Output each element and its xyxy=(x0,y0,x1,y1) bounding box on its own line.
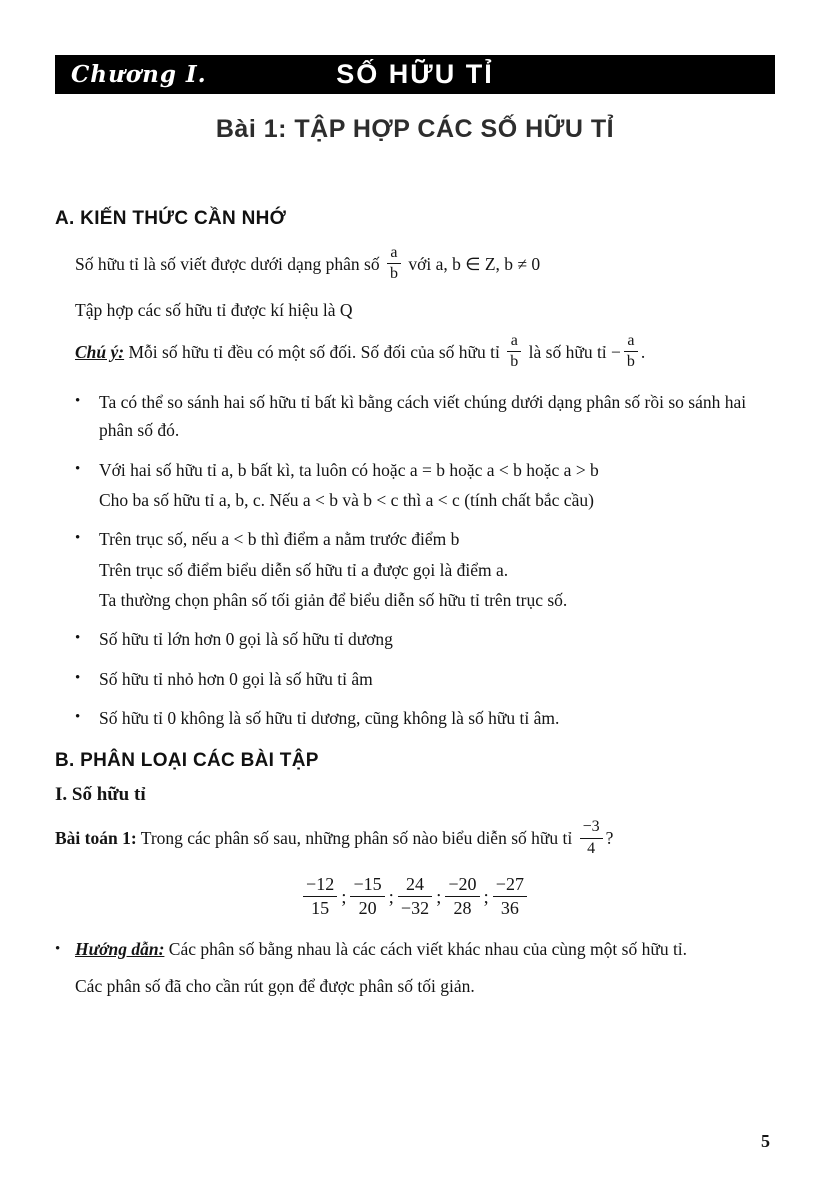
guide-paragraph xyxy=(75,936,775,963)
guide-text: Các phân số bằng nhau là các cách viết khác nhau của cùng một số hữu tỉ. xyxy=(168,939,688,960)
note-text-1: Mỗi số hữu tỉ đều có một số đối. Số đối của số hữu tỉ xyxy=(128,341,500,362)
fraction-item xyxy=(445,874,479,918)
fraction-list xyxy=(55,874,775,918)
bullet-marker: • xyxy=(75,460,81,477)
fraction-denominator: b xyxy=(510,353,519,371)
bullet-marker: • xyxy=(75,392,81,409)
guide-label: Hướng dẫn: xyxy=(75,939,165,960)
note-label: Chú ý: xyxy=(75,341,125,362)
question-mark: ? xyxy=(605,828,614,849)
fraction-numerator: a xyxy=(624,332,638,352)
bullet-line: Số hữu tỉ 0 không là số hữu tỉ dương, cũng không là số hữu tỉ âm. xyxy=(99,707,560,728)
set-notation-paragraph: Tập hợp các số hữu tỉ được kí hiệu là Q xyxy=(75,299,353,320)
bullet-item-compare xyxy=(75,388,771,447)
fraction-numerator: −12 xyxy=(303,874,337,897)
fraction-numerator: a xyxy=(507,332,521,352)
problem-1-label: Bài toán 1: xyxy=(55,828,137,849)
bullet-text xyxy=(99,525,771,616)
bullet-line: Với hai số hữu tỉ a, b bất kì, ta luôn có hoặc a = b hoặc a < b hoặc a > b xyxy=(99,459,599,480)
bullet-line: Số hữu tỉ nhỏ hơn 0 gọi là số hữu tỉ âm xyxy=(99,668,373,689)
bullet-text xyxy=(99,704,771,734)
problem-1 xyxy=(55,820,775,860)
separator: ; xyxy=(388,886,394,908)
bullet-line: Trên trục số điểm biểu diễn số hữu tỉ a được gọi là điểm a. xyxy=(99,559,509,580)
bullet-text xyxy=(99,388,771,447)
fraction-denominator: 36 xyxy=(500,897,519,918)
note-paragraph xyxy=(75,334,771,374)
bullet-marker: • xyxy=(75,708,81,725)
fraction-denominator: 28 xyxy=(453,897,472,918)
bullet-item-order xyxy=(75,456,771,517)
problem-1-text: Trong các phân số sau, những phân số nào biểu diễn số hữu tỉ xyxy=(140,828,573,849)
fraction-neg3-over-4 xyxy=(580,818,603,858)
bullet-marker: • xyxy=(55,941,61,958)
lesson-title: Bài 1: TẬP HỢP CÁC SỐ HỮU TỈ xyxy=(215,115,615,143)
chapter-name: Chương I. xyxy=(71,61,207,88)
fraction-denominator: −32 xyxy=(400,897,430,918)
period: . xyxy=(640,341,646,362)
fraction-denominator: 4 xyxy=(587,839,596,857)
knowledge-bullet-list xyxy=(75,388,771,734)
fraction-denominator: 20 xyxy=(358,897,377,918)
fraction-numerator: −27 xyxy=(493,874,527,897)
bullet-line: Ta thường chọn phân số tối giản để biểu diễn số hữu tỉ trên trục số. xyxy=(99,589,568,610)
fraction-item xyxy=(303,874,337,918)
fraction-numerator: −3 xyxy=(580,818,603,838)
chapter-title: SỐ HỮU TỈ xyxy=(336,59,494,89)
fraction-denominator: 15 xyxy=(311,897,330,918)
fraction-a-over-b xyxy=(507,332,521,372)
bullet-line: Cho ba số hữu tỉ a, b, c. Nếu a < b và b < c thì a < c (tính chất bắc cầu) xyxy=(99,489,594,510)
fraction-numerator: a xyxy=(387,244,401,264)
note-text-2: là số hữu tỉ xyxy=(528,341,607,362)
section-a-heading: A. KIẾN THỨC CẦN NHỚ xyxy=(55,208,287,229)
bullet-item-positive xyxy=(75,625,771,655)
fraction-a-over-b xyxy=(387,244,401,284)
bullet-item-number-line xyxy=(75,525,771,616)
bullet-marker: • xyxy=(75,530,81,547)
fraction-numerator: −20 xyxy=(445,874,479,897)
section-a-body xyxy=(55,246,775,734)
bullet-line: Số hữu tỉ lớn hơn 0 gọi là số hữu tỉ dương xyxy=(99,629,393,650)
bullet-marker: • xyxy=(75,669,81,686)
guide-paragraph-2: Các phân số đã cho cần rút gọn để được phân số tối giản. xyxy=(75,975,475,996)
fraction-neg-a-over-b xyxy=(624,332,638,372)
separator: ; xyxy=(341,886,347,908)
bullet-marker: • xyxy=(75,630,81,647)
fraction-denominator: b xyxy=(626,353,635,371)
chapter-header-bar xyxy=(55,55,775,94)
fraction-numerator: 24 xyxy=(398,874,432,897)
definition-text-pre: Số hữu tỉ là số viết được dưới dạng phân số xyxy=(75,253,380,274)
bullet-text xyxy=(99,625,771,655)
fraction-numerator: −15 xyxy=(350,874,384,897)
fraction-item xyxy=(398,874,432,918)
fraction-item xyxy=(350,874,384,918)
bullet-text xyxy=(99,456,771,517)
definition-text-post: với a, b ∈ Z, b ≠ 0 xyxy=(408,253,541,274)
fraction-denominator: b xyxy=(389,265,398,283)
subsection-heading: I. Số hữu tỉ xyxy=(55,784,146,806)
definition-paragraph xyxy=(75,246,771,286)
bullet-line: Ta có thể so sánh hai số hữu tỉ bất kì bằng cách viết chúng dưới dạng phân số rồi so sánh hai phân số đó. xyxy=(99,391,747,441)
guide-body xyxy=(75,936,775,1008)
separator: ; xyxy=(436,886,442,908)
separator: ; xyxy=(483,886,489,908)
section-b-heading: B. PHÂN LOẠI CÁC BÀI TẬP xyxy=(55,750,319,772)
bullet-text xyxy=(99,665,771,695)
bullet-item-negative xyxy=(75,665,771,695)
minus-sign: − xyxy=(611,341,621,362)
guide-section xyxy=(55,936,775,1008)
bullet-line: Trên trục số, nếu a < b thì điểm a nằm trước điểm b xyxy=(99,529,460,550)
bullet-item-zero xyxy=(75,704,771,734)
page-number: 5 xyxy=(761,1131,770,1151)
fraction-item xyxy=(493,874,527,918)
